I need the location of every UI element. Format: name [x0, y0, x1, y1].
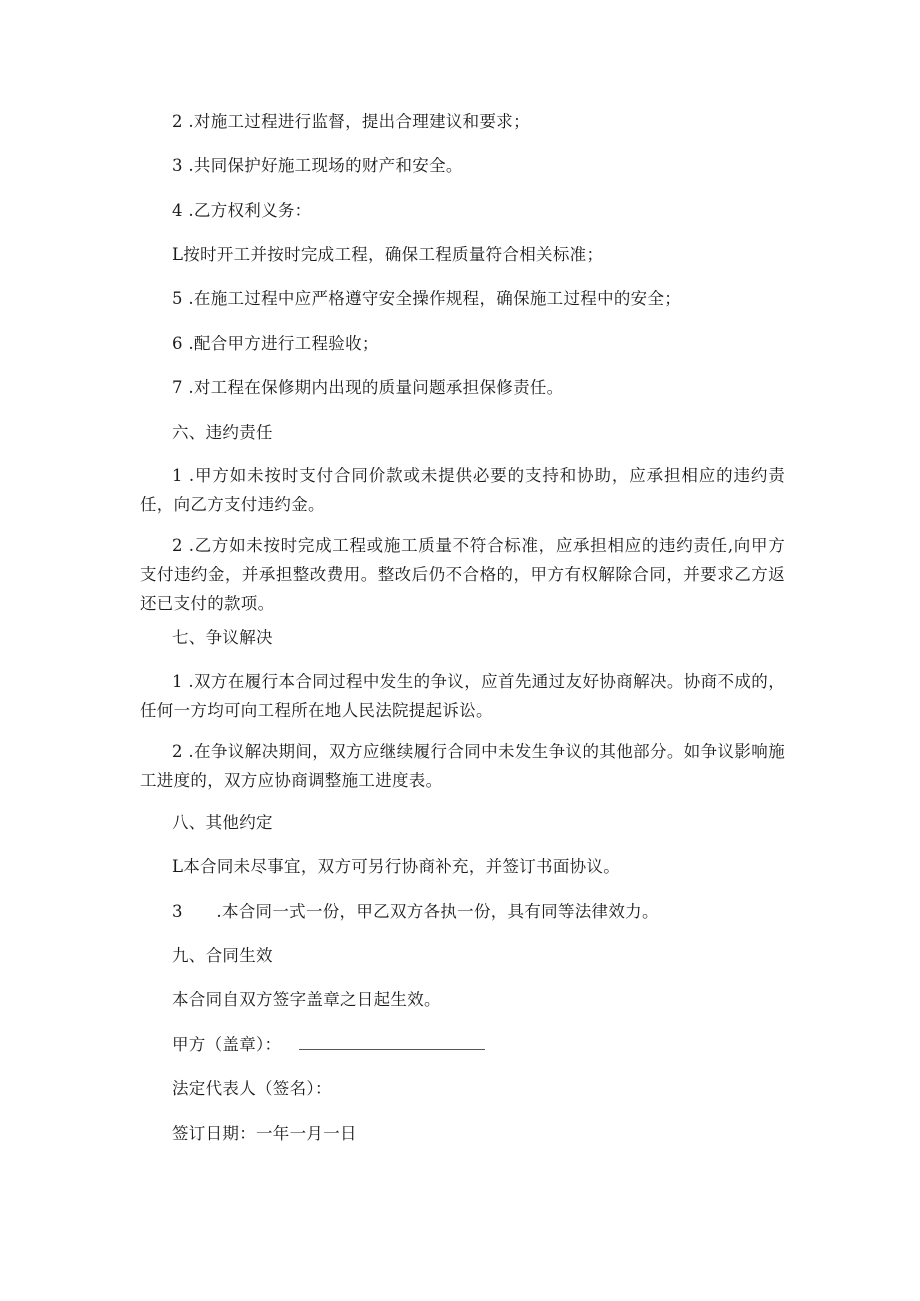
text-line: L按时开工并按时完成工程，确保工程质量符合相关标准；: [172, 245, 604, 264]
text-line: 4 .乙方权利义务：: [172, 201, 312, 220]
legal-representative-label: 法定代表人（签名）：: [172, 1079, 332, 1098]
signature-line: [299, 1035, 485, 1050]
paragraph: 2 .在争议解决期间，双方应继续履行合同中未发生争议的其他部分。如争议影响施工进度的，双方应协商调整施工进度表。: [140, 742, 785, 790]
sign-date-label: 签订日期：一年一月一日: [172, 1124, 357, 1143]
text-line: 3 .共同保护好施工现场的财产和安全。: [172, 156, 463, 175]
text-line: 本合同自双方签字盖章之日起生效。: [172, 990, 441, 1009]
paragraph: 1 .甲方如未按时支付合同价款或未提供必要的支持和协助，应承担相应的违约责任，向乙方支付违约金。: [140, 466, 785, 514]
text-line: 6 .配合甲方进行工程验收；: [172, 334, 379, 353]
text-line: L本合同未尽事宜，双方可另行协商补充，并签订书面协议。: [172, 857, 621, 876]
party-a-signature-row: [172, 1034, 485, 1056]
text-line: 3 .本合同一式一份，甲乙双方各执一份，具有同等法律效力。: [172, 902, 659, 921]
section-heading: 八、其他约定: [172, 813, 273, 832]
party-a-label: 甲方（盖章）：: [172, 1035, 282, 1054]
section-heading: 七、争议解决: [172, 628, 273, 647]
paragraph: 1 .双方在履行本合同过程中发生的争议，应首先通过友好协商解决。协商不成的，任何一方均可向工程所在地人民法院提起诉讼。: [140, 672, 785, 720]
section-heading: 九、合同生效: [172, 946, 273, 965]
text-line: 2 .对施工过程进行监督，提出合理建议和要求；: [172, 112, 530, 131]
section-heading: 六、违约责任: [172, 423, 273, 442]
text-line: 7 .对工程在保修期内出现的质量问题承担保修责任。: [172, 378, 564, 397]
paragraph: 2 .乙方如未按时完成工程或施工质量不符合标准，应承担相应的违约责任,向甲方支付违约金，并承担整改费用。整改后仍不合格的，甲方有权解除合同，并要求乙方返还已支付的款项。: [140, 536, 785, 613]
text-line: 5 .在施工过程中应严格遵守安全操作规程，确保施工过程中的安全；: [172, 289, 682, 308]
